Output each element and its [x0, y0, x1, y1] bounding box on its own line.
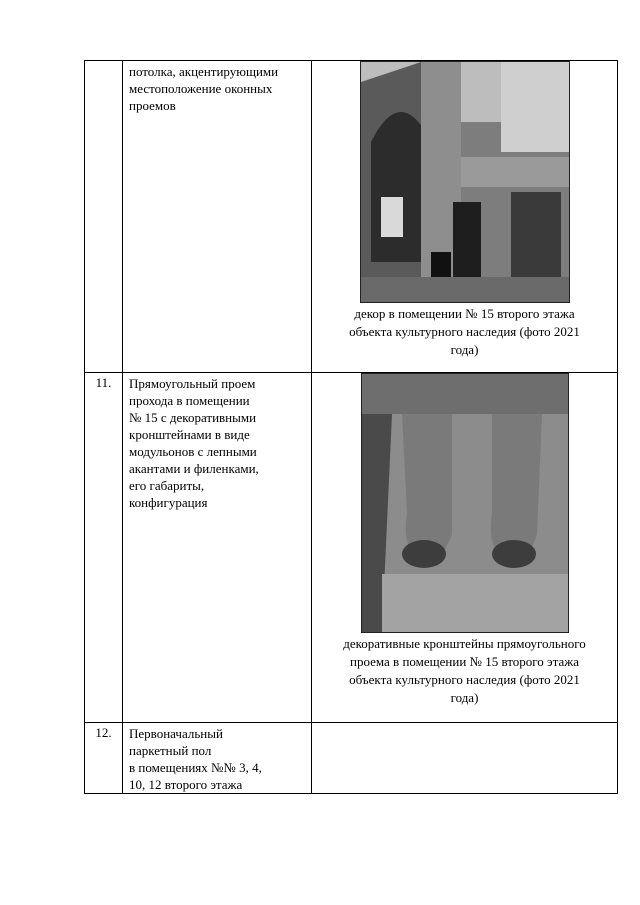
row-number: [85, 61, 122, 63]
interior-decor-photo: [360, 61, 570, 303]
table-row: [85, 373, 618, 723]
description: [123, 61, 311, 114]
caption-line: года): [450, 690, 479, 705]
description-line: конфигурация: [129, 495, 208, 510]
description-line: акантами и филенками,: [129, 461, 259, 476]
row-number-cell: [85, 61, 123, 373]
description-line: № 15 с декоративными: [129, 410, 257, 425]
photo-caption: [312, 303, 617, 367]
brackets-photo: [361, 373, 569, 633]
description-line: паркетный пол: [129, 743, 212, 758]
row-number-cell: [85, 723, 123, 794]
row-number-cell: [85, 373, 123, 723]
description-line: прохода в помещении: [129, 393, 250, 408]
description-line: Прямоугольный проем: [129, 376, 256, 391]
caption-line: объекта культурного наследия (фото 2021: [349, 672, 580, 687]
description-line: в помещениях №№ 3, 4,: [129, 760, 262, 775]
row-number: 12.: [95, 725, 112, 740]
caption-line: декоративные кронштейны прямоугольного: [343, 636, 586, 651]
photo-cell: [312, 723, 618, 794]
description-cell: [123, 723, 312, 794]
table-row: [85, 61, 618, 373]
caption-line: года): [450, 342, 479, 357]
description-line: 10, 12 второго этажа: [129, 777, 243, 792]
photo-cell: [312, 61, 618, 373]
description-line: кронштейнами в виде: [129, 427, 250, 442]
photo-image: [361, 62, 569, 302]
description-line: местоположение оконных: [129, 81, 273, 96]
description-cell: [123, 373, 312, 723]
description-cell: [123, 61, 312, 373]
photo-cell: [312, 373, 618, 723]
description: [123, 373, 311, 511]
row-number: 11.: [95, 375, 112, 390]
table-row: [85, 723, 618, 794]
description: [123, 723, 311, 793]
description-line: Первоначальный: [129, 726, 223, 741]
caption-line: проема в помещении № 15 второго этажа: [350, 654, 579, 669]
objects-table: [84, 60, 618, 794]
caption-line: объекта культурного наследия (фото 2021: [349, 324, 580, 339]
description-line: проемов: [129, 98, 176, 113]
photo-caption: [312, 633, 617, 715]
description-line: модульонов с лепными: [129, 444, 257, 459]
caption-line: декор в помещении № 15 второго этажа: [354, 306, 575, 321]
photo-image: [362, 374, 568, 632]
description-line: потолка, акцентирующими: [129, 64, 279, 79]
description-line: его габариты,: [129, 478, 205, 493]
